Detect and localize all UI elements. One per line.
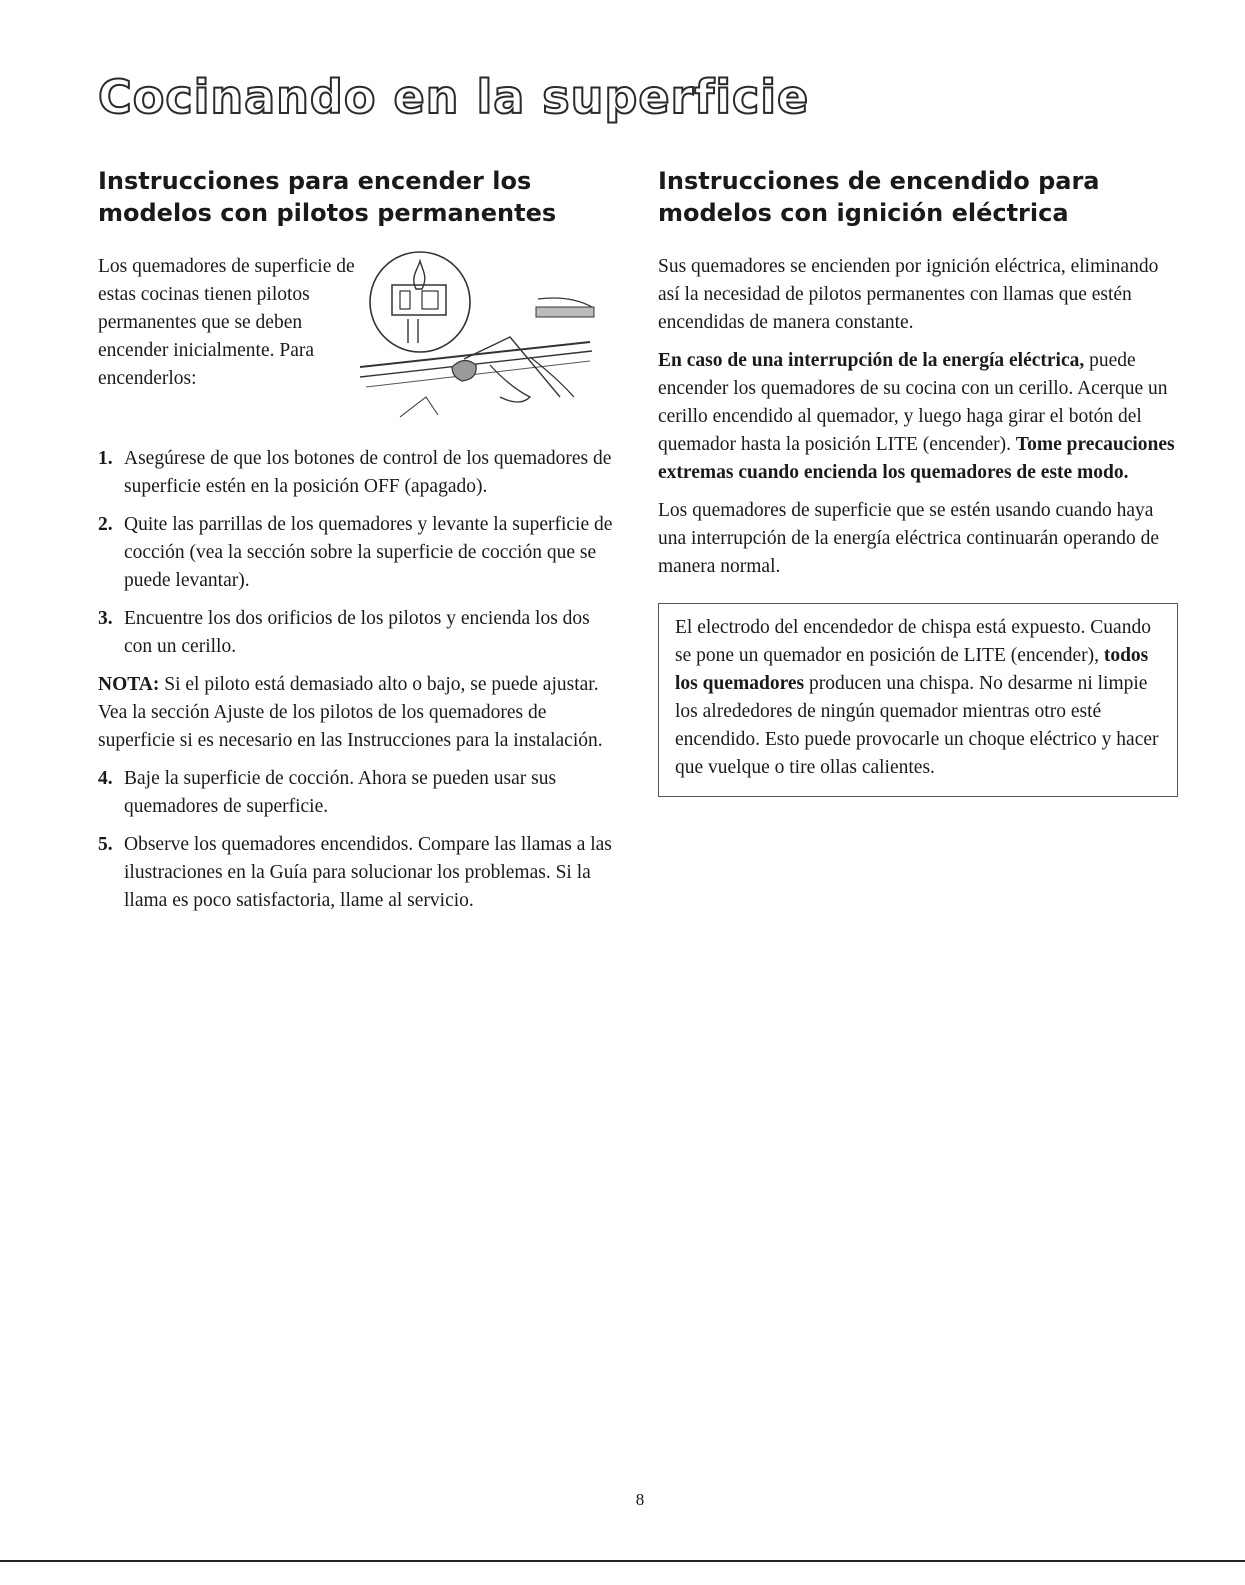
step-number: 2. bbox=[98, 514, 113, 535]
step-text: Encuentre los dos orificios de los pilotos y encienda los dos con un cerillo. bbox=[124, 608, 590, 657]
note-paragraph bbox=[98, 671, 620, 755]
right-column bbox=[658, 165, 1178, 797]
intro-text: Los quemadores de superficie de estas cocinas tienen pilotos permanentes que se deben encender inicialmente. Para encenderlos: bbox=[98, 256, 355, 389]
step-text: Asegúrese de que los botones de control de los quemadores de superficie estén en la posición OFF (apagado). bbox=[124, 448, 612, 497]
step-text: Quite las parrillas de los quemadores y levante la superficie de cocción (vea la sección sobre la superficie de cocción que se puede levantar). bbox=[124, 514, 613, 591]
power-outage-lead: En caso de una interrupción de la energía eléctrica, bbox=[658, 350, 1085, 371]
power-outage-caution: Tome precauciones extremas cuando encienda los quemadores de este modo. bbox=[658, 434, 1175, 483]
power-outage-paragraph bbox=[658, 347, 1178, 487]
step-number: 4. bbox=[98, 768, 113, 789]
warning-text-a: El electrodo del encendedor de chispa está expuesto. Cuando se pone un quemador en posición de LITE (encender), bbox=[675, 617, 1151, 666]
step-number: 1. bbox=[98, 448, 113, 469]
bottom-rule bbox=[0, 1560, 1245, 1562]
power-outage-text: puede encender los quemadores de su cocina con un cerillo. Acerque un cerillo encendido al quemador, y luego haga girar el botón del quemador hasta la posición LITE (encender). bbox=[658, 350, 1168, 455]
step-2 bbox=[98, 511, 620, 595]
page-title: Cocinando en la superficie bbox=[98, 70, 810, 124]
step-4 bbox=[98, 765, 620, 821]
step-5 bbox=[98, 831, 620, 915]
burners-continue-paragraph: Los quemadores de superficie que se estén usando cuando haya una interrupción de la energía eléctrica continuarán operando de manera normal. bbox=[658, 500, 1159, 577]
ignition-paragraph: Sus quemadores se encienden por ignición eléctrica, eliminando así la necesidad de pilotos permanentes con llamas que estén encendidas de manera constante. bbox=[658, 256, 1159, 333]
warning-box bbox=[658, 603, 1178, 797]
pilot-lighting-illustration bbox=[360, 247, 600, 437]
left-column bbox=[98, 165, 620, 925]
step-text: Baje la superficie de cocción. Ahora se pueden usar sus quemadores de superficie. bbox=[124, 768, 557, 817]
left-heading: Instrucciones para encender los modelos con pilotos permanentes bbox=[98, 167, 557, 227]
note-text: Si el piloto está demasiado alto o bajo, se puede ajustar. Vea la sección Ajuste de los pilotos de los quemadores de superficie si es necesario en las Instrucciones para la instalación. bbox=[98, 674, 603, 751]
step-number: 3. bbox=[98, 608, 113, 629]
step-3 bbox=[98, 605, 620, 661]
page-number: 8 bbox=[635, 1490, 645, 1509]
intro-section bbox=[98, 253, 620, 445]
step-text: Observe los quemadores encendidos. Compare las llamas a las ilustraciones en la Guía para solucionar los problemas. Si la llama es poco satisfactoria, llame al servicio. bbox=[124, 834, 612, 911]
step-number: 5. bbox=[98, 834, 113, 855]
warning-bold: todos los quemadores bbox=[675, 645, 1149, 694]
right-heading: Instrucciones de encendido para modelos con ignición eléctrica bbox=[658, 167, 1100, 227]
note-label: NOTA: bbox=[98, 674, 160, 695]
warning-text-b: producen una chispa. No desarme ni limpie los alrededores de ningún quemador mientras otro esté encendido. Esto puede provocarle un choque eléctrico y hacer que vuelque o tire ollas calientes. bbox=[675, 673, 1159, 778]
step-1 bbox=[98, 445, 620, 501]
